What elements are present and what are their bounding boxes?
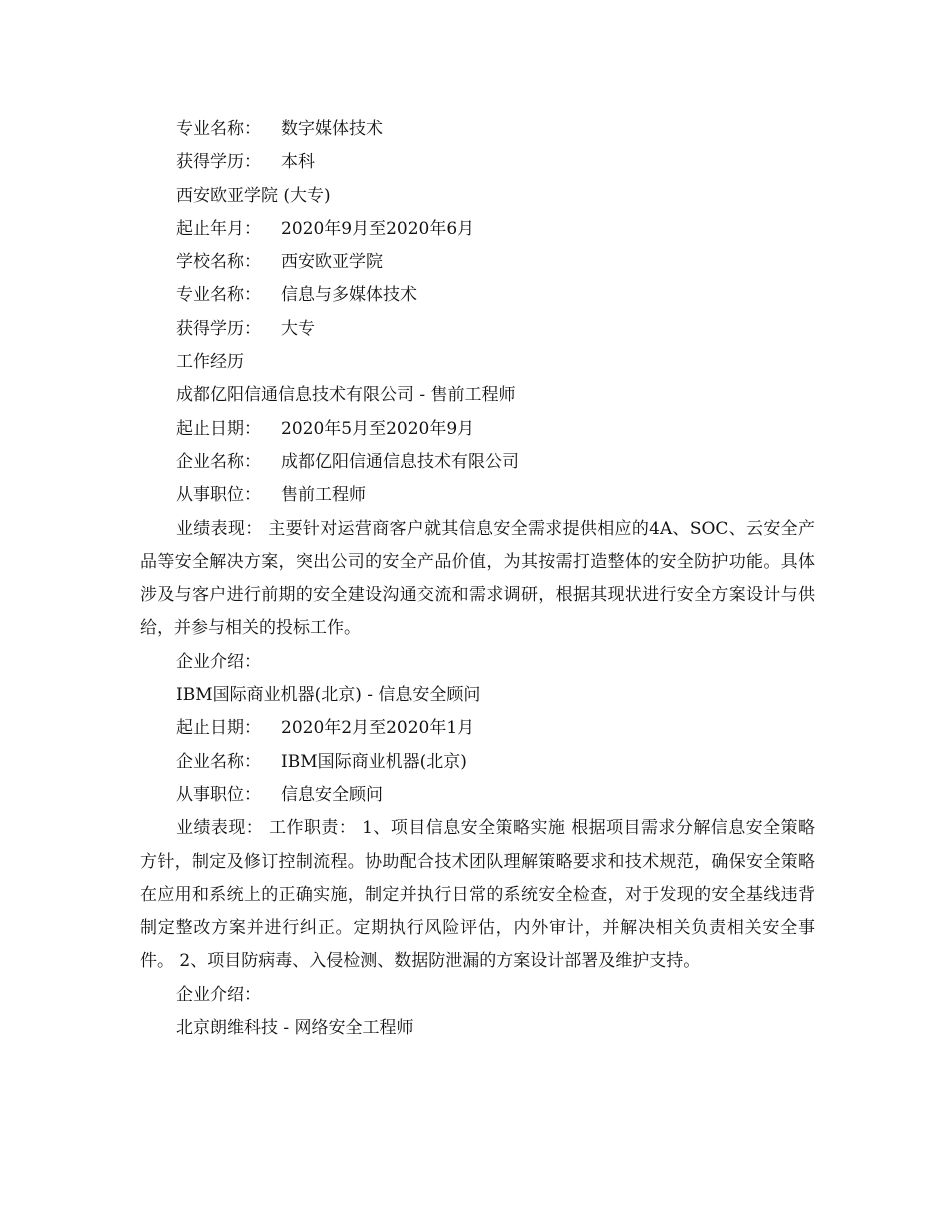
job1-period-value: 2020年5月至2020年9月 xyxy=(281,418,475,439)
job1-period-label: 起止日期： xyxy=(176,418,261,439)
edu1-degree-label: 获得学历： xyxy=(176,152,261,173)
job2-heading: IBM国际商业机器(北京) - 信息安全顾问 xyxy=(176,685,481,706)
edu2-school-value: 西安欧亚学院 xyxy=(281,252,383,273)
edu2-degree-label: 获得学历： xyxy=(176,318,261,339)
edu2-period-label: 起止年月： xyxy=(176,218,261,239)
job2-position-row xyxy=(140,779,815,812)
edu2-period-value: 2020年9月至2020年6月 xyxy=(281,218,475,239)
job1-position-value: 售前工程师 xyxy=(281,485,366,506)
edu2-degree-row xyxy=(140,313,815,346)
job2-period-value: 2020年2月至2020年1月 xyxy=(281,718,475,739)
job3-heading: 北京朗维科技 - 网络安全工程师 xyxy=(176,1018,414,1039)
job2-period-row xyxy=(140,712,815,745)
edu1-major-label: 专业名称： xyxy=(176,119,261,139)
job2-intro-label: 企业介绍： xyxy=(176,984,261,1005)
job2-company-value: IBM国际商业机器(北京) xyxy=(281,751,467,772)
resume-body xyxy=(140,113,815,1045)
edu2-heading: 西安欧亚学院 (大专) xyxy=(176,185,331,206)
job1-company-label: 企业名称： xyxy=(176,451,261,472)
job1-position-label: 从事职位： xyxy=(176,485,261,506)
edu2-major-row xyxy=(140,279,815,312)
edu1-degree-value: 本科 xyxy=(281,152,315,173)
job1-performance: 业绩表现： 主要针对运营商客户就其信息安全需求提供相应的4A、SOC、云安全产品等安全解决方案，突出公司的安全产品价值，为其按需打造整体的安全防护功能。具体涉及与客户进行前期的安全建设沟通交流和需求调研，根据其现状进行安全方案设计与供给，并参与相关的投标工作。 xyxy=(140,518,815,639)
edu1-major-value: 数字媒体技术 xyxy=(281,119,383,139)
job1-intro-label: 企业介绍： xyxy=(176,651,261,672)
edu2-degree-value: 大专 xyxy=(281,318,315,339)
job2-company-row xyxy=(140,746,815,779)
edu1-major-row xyxy=(140,113,815,146)
work-section-heading: 工作经历 xyxy=(176,352,244,373)
job1-company-value: 成都亿阳信通信息技术有限公司 xyxy=(281,451,519,472)
edu2-period-row xyxy=(140,213,815,246)
job1-company-row xyxy=(140,446,815,479)
edu2-major-label: 专业名称： xyxy=(176,285,261,306)
job2-company-label: 企业名称： xyxy=(176,751,261,772)
edu2-school-label: 学校名称： xyxy=(176,252,261,273)
edu2-major-value: 信息与多媒体技术 xyxy=(281,285,417,306)
job1-position-row xyxy=(140,479,815,512)
job2-performance: 业绩表现： 工作职责： 1、项目信息安全策略实施 根据项目需求分解信息安全策略方针，制定及修订控制流程。协助配合技术团队理解策略要求和技术规范，确保安全策略在应用和系统上的正确实施，制定并执行日常的系统安全检查，对于发现的安全基线违背制定整改方案并进行纠正。定期执行风险评估，内外审计，并解决相关负责相关安全事件。 2、项目防病毒、入侵检测、数据防泄漏的方案设计部署及维护支持。 xyxy=(140,818,815,972)
job1-heading: 成都亿阳信通信息技术有限公司 - 售前工程师 xyxy=(176,385,516,406)
job1-period-row xyxy=(140,413,815,446)
edu1-degree-row xyxy=(140,146,815,179)
job2-position-value: 信息安全顾问 xyxy=(281,784,383,805)
job2-position-label: 从事职位： xyxy=(176,784,261,805)
edu2-school-row xyxy=(140,246,815,279)
job2-period-label: 起止日期： xyxy=(176,718,261,739)
